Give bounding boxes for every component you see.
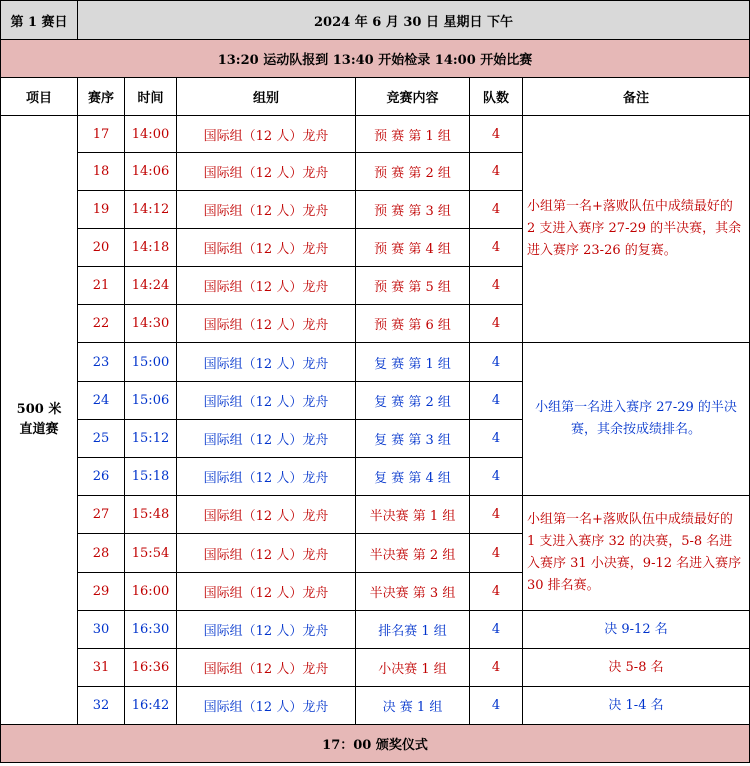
race-row [1, 687, 750, 725]
race-teams: 4 [470, 534, 523, 573]
race-row [1, 611, 750, 649]
race-group: 国际组（12 人）龙舟 [177, 611, 356, 649]
race-seq: 26 [78, 458, 125, 496]
col-header-project: 项目 [1, 78, 78, 116]
race-group: 国际组（12 人）龙舟 [177, 496, 356, 534]
race-seq: 30 [78, 611, 125, 649]
race-time: 16:30 [125, 611, 177, 649]
race-time: 14:12 [125, 191, 177, 229]
race-group: 国际组（12 人）龙舟 [177, 116, 356, 153]
race-time: 15:48 [125, 496, 177, 534]
race-content: 预 赛 第 6 组 [356, 305, 470, 343]
race-time: 16:36 [125, 649, 177, 687]
race-teams: 4 [470, 649, 523, 687]
col-header-teams: 队数 [470, 78, 523, 116]
race-group: 国际组（12 人）龙舟 [177, 191, 356, 229]
col-header-time: 时间 [125, 78, 177, 116]
race-group: 国际组（12 人）龙舟 [177, 687, 356, 725]
col-header-seq: 赛序 [78, 78, 125, 116]
race-group: 国际组（12 人）龙舟 [177, 458, 356, 496]
date-title: 2024 年 6 月 30 日 星期日 下午 [78, 1, 750, 40]
col-header-notes: 备注 [523, 78, 750, 116]
schedule-bar: 13:20 运动队报到 13:40 开始检录 14:00 开始比赛 [1, 40, 750, 78]
race-content: 预 赛 第 1 组 [356, 116, 470, 153]
race-seq: 27 [78, 496, 125, 534]
race-time: 15:06 [125, 382, 177, 420]
note-heats: 小组第一名+落败队伍中成绩最好的 2 支进入赛序 27-29 的半决赛，其余进入赛序 23-26 的复赛。 [523, 116, 750, 343]
race-seq: 23 [78, 343, 125, 382]
race-teams: 4 [470, 420, 523, 458]
race-time: 16:42 [125, 687, 177, 725]
race-group: 国际组（12 人）龙舟 [177, 229, 356, 267]
race-content: 复 赛 第 4 组 [356, 458, 470, 496]
race-time: 14:00 [125, 116, 177, 153]
race-seq: 20 [78, 229, 125, 267]
race-time: 15:54 [125, 534, 177, 573]
race-content: 复 赛 第 2 组 [356, 382, 470, 420]
race-seq: 18 [78, 153, 125, 191]
race-content: 复 赛 第 3 组 [356, 420, 470, 458]
race-time: 16:00 [125, 573, 177, 611]
race-time: 15:18 [125, 458, 177, 496]
race-group: 国际组（12 人）龙舟 [177, 382, 356, 420]
col-header-group: 组别 [177, 78, 356, 116]
race-time: 14:24 [125, 267, 177, 305]
race-content: 排名赛 1 组 [356, 611, 470, 649]
race-content: 预 赛 第 5 组 [356, 267, 470, 305]
race-group: 国际组（12 人）龙舟 [177, 267, 356, 305]
race-group: 国际组（12 人）龙舟 [177, 649, 356, 687]
race-teams: 4 [470, 116, 523, 153]
race-teams: 4 [470, 267, 523, 305]
project-type: 直道赛 [19, 422, 59, 437]
race-seq: 31 [78, 649, 125, 687]
race-teams: 4 [470, 611, 523, 649]
race-content: 半决赛 第 2 组 [356, 534, 470, 573]
race-row [1, 496, 750, 534]
race-teams: 4 [470, 573, 523, 611]
race-seq: 21 [78, 267, 125, 305]
race-teams: 4 [470, 191, 523, 229]
race-seq: 32 [78, 687, 125, 725]
race-time: 15:00 [125, 343, 177, 382]
race-seq: 28 [78, 534, 125, 573]
race-group: 国际组（12 人）龙舟 [177, 343, 356, 382]
note-final: 决 1-4 名 [523, 687, 750, 725]
race-teams: 4 [470, 153, 523, 191]
awards-footer: 17：00 颁奖仪式 [1, 725, 750, 763]
race-group: 国际组（12 人）龙舟 [177, 305, 356, 343]
race-row [1, 649, 750, 687]
race-time: 14:30 [125, 305, 177, 343]
race-teams: 4 [470, 458, 523, 496]
race-content: 半决赛 第 3 组 [356, 573, 470, 611]
race-teams: 4 [470, 687, 523, 725]
race-seq: 25 [78, 420, 125, 458]
race-group: 国际组（12 人）龙舟 [177, 420, 356, 458]
race-content: 预 赛 第 3 组 [356, 191, 470, 229]
race-time: 15:12 [125, 420, 177, 458]
note-ranking: 决 9-12 名 [523, 611, 750, 649]
race-seq: 22 [78, 305, 125, 343]
race-time: 14:06 [125, 153, 177, 191]
race-group: 国际组（12 人）龙舟 [177, 153, 356, 191]
race-seq: 24 [78, 382, 125, 420]
race-content: 半决赛 第 1 组 [356, 496, 470, 534]
race-group: 国际组（12 人）龙舟 [177, 573, 356, 611]
race-teams: 4 [470, 343, 523, 382]
race-time: 14:18 [125, 229, 177, 267]
col-header-content: 竞赛内容 [356, 78, 470, 116]
race-content: 决 赛 1 组 [356, 687, 470, 725]
race-seq: 17 [78, 116, 125, 153]
race-teams: 4 [470, 496, 523, 534]
race-content: 小决赛 1 组 [356, 649, 470, 687]
race-seq: 29 [78, 573, 125, 611]
race-teams: 4 [470, 382, 523, 420]
note-small-final: 决 5-8 名 [523, 649, 750, 687]
note-repechage: 小组第一名进入赛序 27-29 的半决赛，其余按成绩排名。 [523, 343, 750, 496]
race-seq: 19 [78, 191, 125, 229]
note-semis: 小组第一名+落败队伍中成绩最好的 1 支进入赛序 32 的决赛，5-8 名进入赛序 31 小决赛，9-12 名进入赛序 30 排名赛。 [523, 496, 750, 611]
race-teams: 4 [470, 305, 523, 343]
race-teams: 4 [470, 229, 523, 267]
race-content: 复 赛 第 1 组 [356, 343, 470, 382]
race-content: 预 赛 第 4 组 [356, 229, 470, 267]
race-group: 国际组（12 人）龙舟 [177, 534, 356, 573]
project-cell [1, 116, 78, 725]
day-label: 第 1 赛日 [1, 1, 78, 40]
race-row [1, 343, 750, 382]
project-distance: 500 米 [16, 402, 62, 417]
race-content: 预 赛 第 2 组 [356, 153, 470, 191]
